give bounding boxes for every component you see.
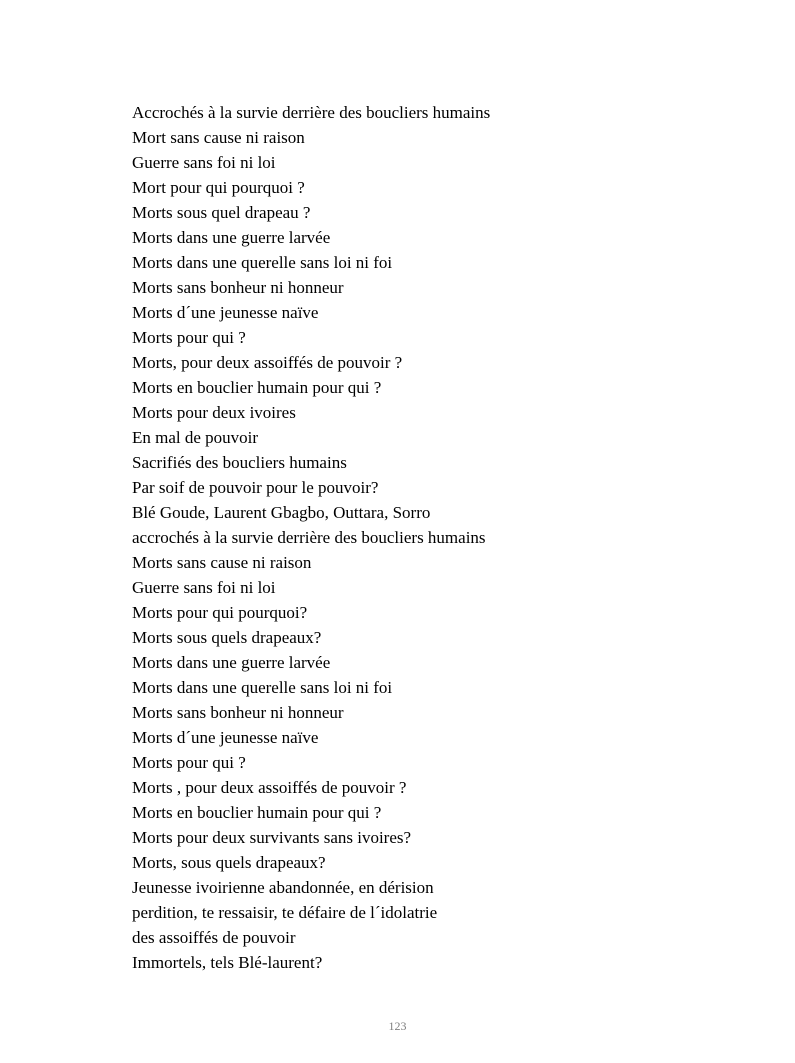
poem-line: Morts pour deux ivoires (132, 403, 296, 422)
poem-line: Morts, pour deux assoiffés de pouvoir ? (132, 353, 403, 372)
poem-line: Morts dans une guerre larvée (132, 653, 331, 672)
poem-line: Morts dans une querelle sans loi ni foi (132, 253, 393, 272)
poem-line: Morts pour deux survivants sans ivoires? (132, 828, 412, 847)
poem-line: Accrochés à la survie derrière des boucliers humains (132, 103, 491, 122)
poem-line: Sacrifiés des boucliers humains (132, 453, 347, 472)
poem-line: Blé Goude, Laurent Gbagbo, Outtara, Sorro (132, 503, 431, 522)
poem-line: Morts sans bonheur ni honneur (132, 278, 344, 297)
poem-line: Morts d´une jeunesse naïve (132, 728, 319, 747)
poem-line: Mort pour qui pourquoi ? (132, 178, 305, 197)
page-number: 123 (388, 1019, 407, 1033)
poem-line: Morts dans une querelle sans loi ni foi (132, 678, 393, 697)
poem-line: Morts en bouclier humain pour qui ? (132, 803, 382, 822)
poem-line: Morts pour qui ? (132, 753, 246, 772)
poem-line: Morts sans bonheur ni honneur (132, 703, 344, 722)
poem-line: Mort sans cause ni raison (132, 128, 305, 147)
poem-line: Morts dans une guerre larvée (132, 228, 331, 247)
poem-line: Guerre sans foi ni loi (132, 153, 276, 172)
poem-line: Morts sous quel drapeau ? (132, 203, 311, 222)
poem-line: Morts sans cause ni raison (132, 553, 312, 572)
poem-line: Guerre sans foi ni loi (132, 578, 276, 597)
poem-line: Morts pour qui pourquoi? (132, 603, 308, 622)
poem-body (132, 100, 490, 975)
poem-line: des assoiffés de pouvoir (132, 928, 296, 947)
poem-line: Morts , pour deux assoiffés de pouvoir ? (132, 778, 407, 797)
poem-line: accrochés à la survie derrière des boucliers humains (132, 528, 486, 547)
poem-line: Morts, sous quels drapeaux? (132, 853, 326, 872)
poem-line: Morts sous quels drapeaux? (132, 628, 322, 647)
poem-line: En mal de pouvoir (132, 428, 259, 447)
poem-line: Morts en bouclier humain pour qui ? (132, 378, 382, 397)
poem-line: Immortels, tels Blé-laurent? (132, 953, 323, 972)
poem-line: Morts pour qui ? (132, 328, 246, 347)
poem-line: Jeunesse ivoirienne abandonnée, en dérision (132, 878, 434, 897)
poem-line: Par soif de pouvoir pour le pouvoir? (132, 478, 379, 497)
poem-line: perdition, te ressaisir, te défaire de l´idolatrie (132, 903, 438, 922)
poem-line: Morts d´une jeunesse naïve (132, 303, 319, 322)
